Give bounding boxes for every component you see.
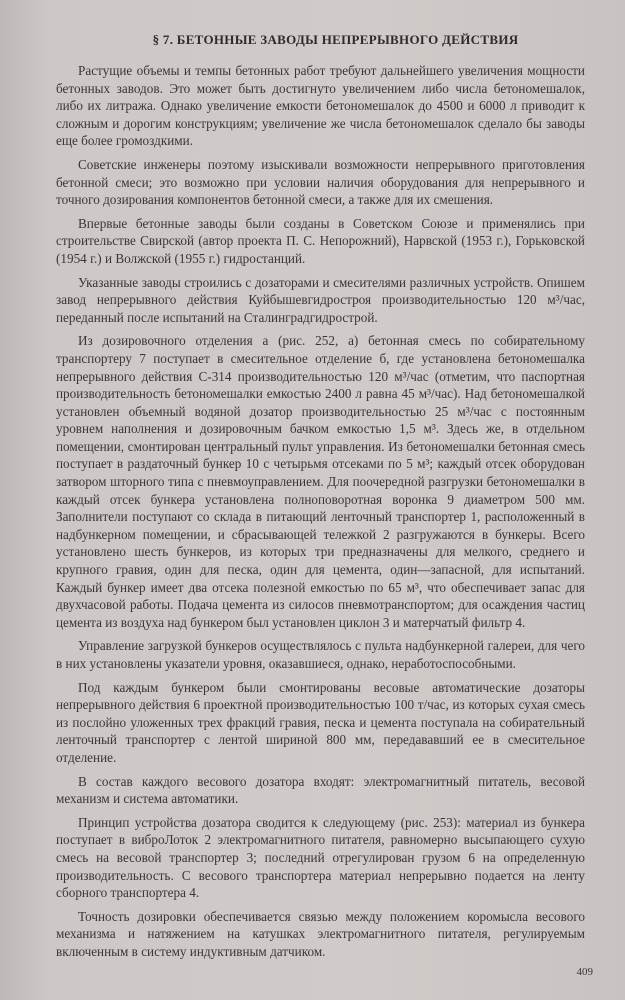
- paragraph-4: Указанные заводы строились с дозаторами и смесителями различных устройств. Опишем завод непрерывного действия Куйбышевгидростроя производительностью 120 м³/час, переданный после испытаний на Сталинградгидрострой.: [56, 274, 585, 325]
- paragraph-9: Принцип устройства дозатора сводится к следующему (рис. 253): материал из бункера поступает в виброЛоток 2 электромагнитного питателя, равномерно высыпающего сухую смесь на весовой транспортер 3; последний отрегулирован грузом 6 на определенную производительность. С весового транспортера материал непрерывно подается на ленту сборного транспортера 4.: [56, 814, 585, 901]
- page-number: 409: [576, 966, 593, 978]
- paragraph-2: Советские инженеры поэтому изыскивали возможности непрерывного приготовления бетонной смеси; это возможно при условии наличия оборудования для непрерывного и точного дозирования компонентов бетонной смеси, а также для их смешения.: [56, 156, 585, 208]
- paragraph-3: Впервые бетонные заводы были созданы в Советском Союзе и применялись при строительстве Свирской (автор проекта П. С. Непорожний), Нарвской (1953 г.), Горьковской (1954 г.) и Волжской (1955 г.) гидростанций.: [56, 215, 585, 266]
- paragraph-5: Из дозировочного отделения а (рис. 252, а) бетонная смесь по собирательному транспортеру 7 поступает в смесительное отделение б, где установлена бетономешалка непрерывного действия С-314 производительностью 120 м³/час (отметим, что паспортная производительность бетономешалки емкостью 2400 л равна 45 м³/час). Над бетономешалкой установлен объемный водяной дозатор производительностью 25 м³/час с постоянным уровнем наполнения и дозировочным бачком емкостью 1,5 м³. Здесь же, в отдельном помещении, смонтирован центральный пульт управления. Из бетономешалки бетонная смесь поступает в раздаточный бункер 10 с четырьмя отсеками по 5 м³; каждый отсек оборудован затвором шторного типа с пневмоуправлением. Для поочередной разгрузки бетономешалки в каждый отсек бункера установлена полноповоротная воронка 9 диаметром 500 мм. Заполнители поступают со склада в питающий ленточный транспортер 1, расположенный в надбункерном помещении, и сбрасывающей тележкой 2 разгружаются в бункеры. Всего установлено шесть бункеров, из которых три предназначены для мелкого, среднего и крупного гравия, один для песка, один для цемента, один—запасной, для испытаний. Каждый бункер имеет два отсека полезной емкостью по 65 м³, что обеспечивает запас для двухчасовой работы. Подача цемента из силосов пневмотранспортом; для осаждения частиц цемента из воздуха над бункером был установлен циклон 3 и матерчатый фильтр 4.: [56, 333, 585, 630]
- section-heading: § 7. БЕТОННЫЕ ЗАВОДЫ НЕПРЕРЫВНОГО ДЕЙСТВИЯ: [152, 32, 519, 47]
- paragraph-8: В состав каждого весового дозатора входят: электромагнитный питатель, весовой механизм и система автоматики.: [56, 773, 585, 807]
- paragraph-1: Растущие объемы и темпы бетонных работ требуют дальнейшего увеличения мощности бетонных заводов. Это может быть достигнуто увеличением либо числа бетономешалок, либо их литража. Однако увеличение емкости бетономешалок до 4500 и 6000 л приводит к сложным и дорогим конструкциям; увеличение же числа бетономешалок сделало бы заводы еще более громоздкими.: [56, 63, 585, 149]
- paragraph-7: Под каждым бункером были смонтированы весовые автоматические дозаторы непрерывного действия 6 проектной производительностью 100 т/час, из которых сухая смесь из послойно уложенных трех фракций гравия, песка и цемента поступала на собирательный ленточный транспортер с лентой шириной 800 мм, передававший ее в смесительное отделение.: [56, 679, 585, 765]
- paragraph-10: Точность дозировки обеспечивается связью между положением коромысла весового механизма и натяжением на катушках электромагнитного питателя, регулируемым включенным в систему индуктивным датчиком.: [56, 908, 585, 959]
- paragraph-6: Управление загрузкой бункеров осуществлялось с пульта надбункерной галереи, для чего в них установлены указатели уровня, оказавшиеся, однако, неработоспособными.: [56, 638, 585, 671]
